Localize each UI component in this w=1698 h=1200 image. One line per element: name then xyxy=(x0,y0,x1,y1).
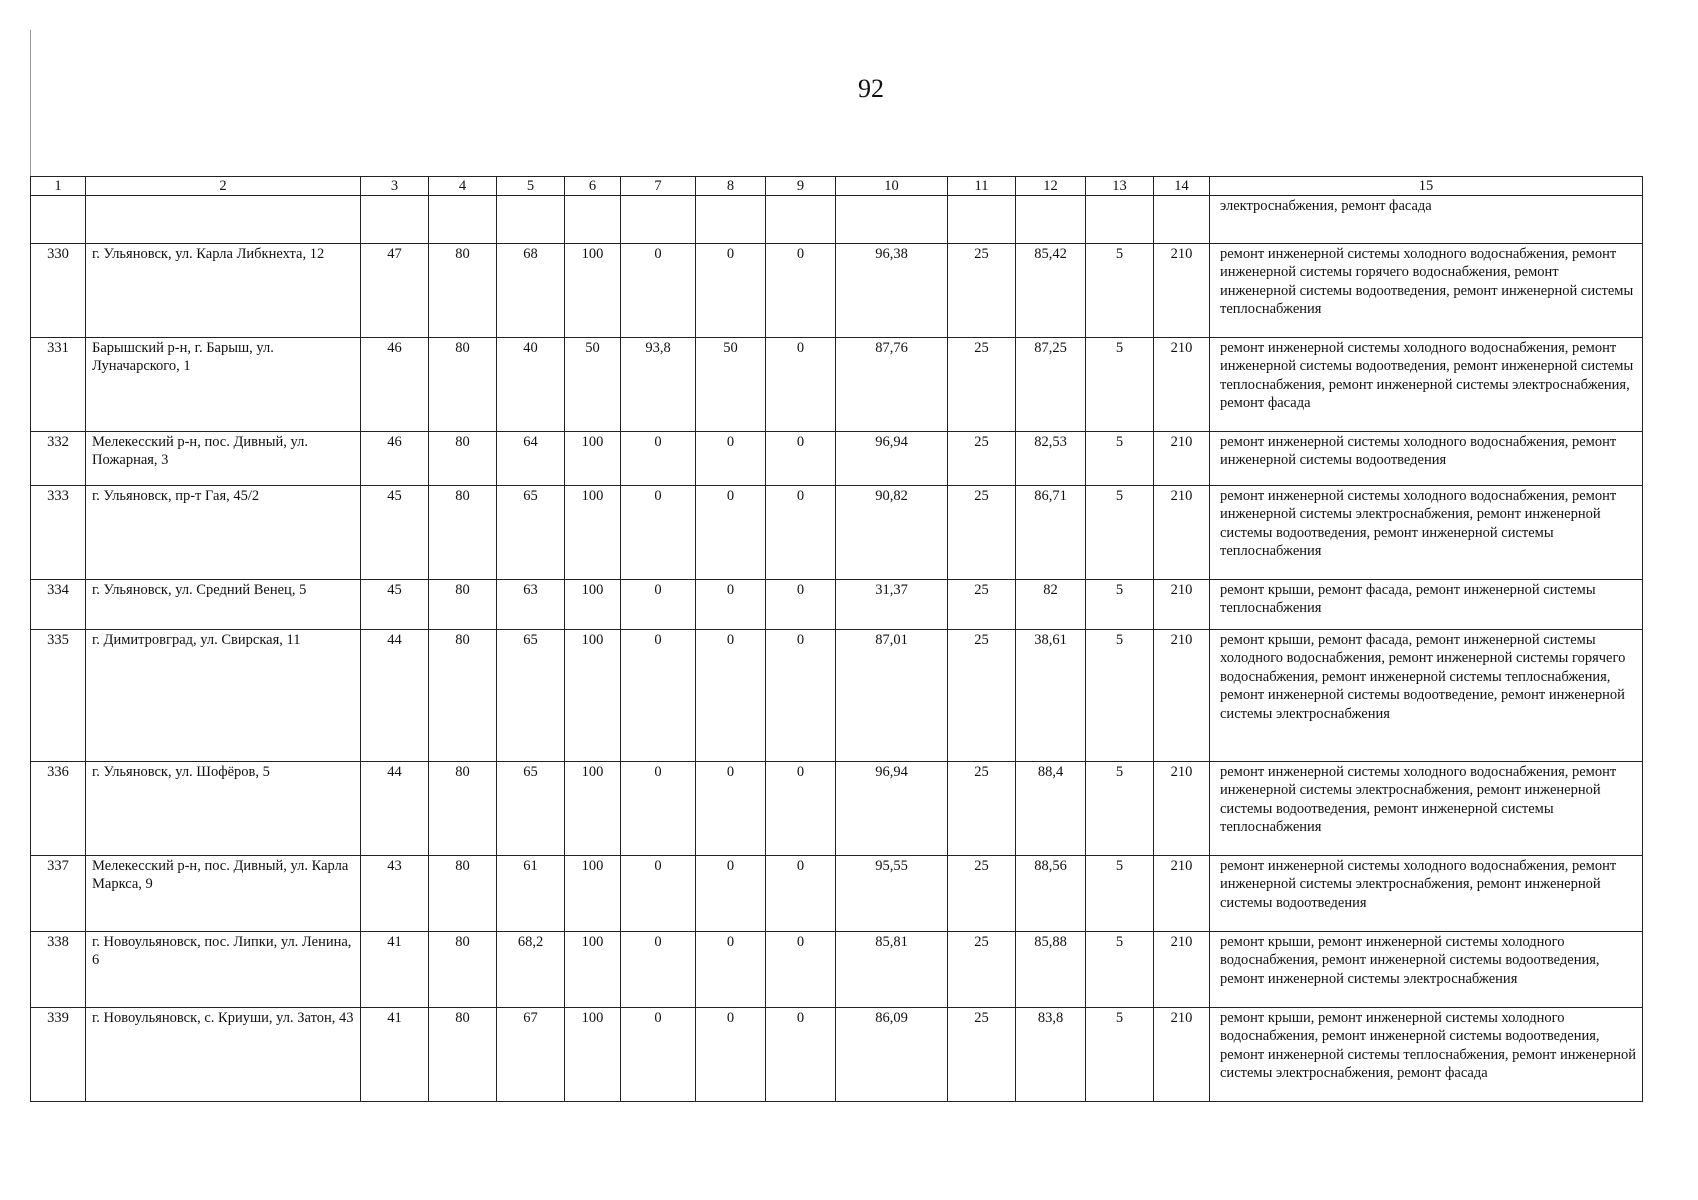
col-14-cell: 210 xyxy=(1154,338,1210,432)
col-13-cell: 5 xyxy=(1086,1008,1154,1102)
col-4-cell: 80 xyxy=(429,338,497,432)
col-6-cell: 100 xyxy=(565,630,621,762)
col-10-cell: 85,81 xyxy=(836,932,948,1008)
col-5-cell: 63 xyxy=(497,580,565,630)
col-5-cell: 65 xyxy=(497,630,565,762)
col-6-cell: 100 xyxy=(565,244,621,338)
col-6-cell: 100 xyxy=(565,856,621,932)
col-14-cell: 210 xyxy=(1154,486,1210,580)
col-7-cell: 0 xyxy=(621,630,696,762)
col-5-cell: 68,2 xyxy=(497,932,565,1008)
col-13-cell: 5 xyxy=(1086,432,1154,486)
col-13-cell: 5 xyxy=(1086,932,1154,1008)
col-7-cell: 0 xyxy=(621,580,696,630)
col-7-cell: 0 xyxy=(621,762,696,856)
works-description-cell: ремонт инженерной системы холодного водоснабжения, ремонт инженерной системы водоотведения xyxy=(1210,432,1643,486)
col-4-cell: 80 xyxy=(429,486,497,580)
col-12-cell: 85,42 xyxy=(1016,244,1086,338)
col-4-cell: 80 xyxy=(429,432,497,486)
table-row xyxy=(31,432,1643,486)
carryover-row xyxy=(31,196,1643,244)
row-number-cell: 337 xyxy=(31,856,86,932)
col-14-cell: 210 xyxy=(1154,580,1210,630)
header-cell: 3 xyxy=(361,177,429,196)
col-10-cell: 87,76 xyxy=(836,338,948,432)
works-description-cell: ремонт инженерной системы холодного водоснабжения, ремонт инженерной системы электроснабжения, ремонт инженерной системы водоотведения, ремонт инженерной системы теплоснабжения xyxy=(1210,486,1643,580)
col-13-cell: 5 xyxy=(1086,856,1154,932)
col-6-cell: 100 xyxy=(565,486,621,580)
col-4-cell: 80 xyxy=(429,762,497,856)
header-cell: 2 xyxy=(86,177,361,196)
col-7-cell: 0 xyxy=(621,1008,696,1102)
row-number-cell: 339 xyxy=(31,1008,86,1102)
row-number-cell: 332 xyxy=(31,432,86,486)
col-9-cell: 0 xyxy=(766,338,836,432)
works-description-cell: ремонт инженерной системы холодного водоснабжения, ремонт инженерной системы горячего водоснабжения, ремонт инженерной системы водоотведения, ремонт инженерной системы теплоснабжения xyxy=(1210,244,1643,338)
col-3-cell: 45 xyxy=(361,580,429,630)
col-7-cell: 0 xyxy=(621,932,696,1008)
col-7-cell: 0 xyxy=(621,432,696,486)
col-5-cell: 68 xyxy=(497,244,565,338)
works-description-cell: ремонт крыши, ремонт инженерной системы холодного водоснабжения, ремонт инженерной системы водоотведения, ремонт инженерной системы электроснабжения xyxy=(1210,932,1643,1008)
col-5-cell: 65 xyxy=(497,762,565,856)
address-cell: г. Ульяновск, ул. Карла Либкнехта, 12 xyxy=(86,244,361,338)
address-cell: г. Ульяновск, ул. Средний Венец, 5 xyxy=(86,580,361,630)
col-13-cell: 5 xyxy=(1086,630,1154,762)
col-9-cell: 0 xyxy=(766,630,836,762)
works-description-cell: ремонт крыши, ремонт инженерной системы холодного водоснабжения, ремонт инженерной системы водоотведения, ремонт инженерной системы теплоснабжения, ремонт инженерной системы электроснабжения, ремонт фасада xyxy=(1210,1008,1643,1102)
header-cell: 8 xyxy=(696,177,766,196)
col-6-cell: 100 xyxy=(565,762,621,856)
col-12-cell: 88,56 xyxy=(1016,856,1086,932)
col-14-cell: 210 xyxy=(1154,244,1210,338)
col-8-cell: 0 xyxy=(696,244,766,338)
col-5-cell: 40 xyxy=(497,338,565,432)
row-number-cell: 336 xyxy=(31,762,86,856)
col-9-cell: 0 xyxy=(766,1008,836,1102)
table-row xyxy=(31,244,1643,338)
col-12-cell: 83,8 xyxy=(1016,1008,1086,1102)
col-11-cell: 25 xyxy=(948,1008,1016,1102)
header-cell: 15 xyxy=(1210,177,1643,196)
col-3-cell: 47 xyxy=(361,244,429,338)
col-14-cell: 210 xyxy=(1154,762,1210,856)
col-12-cell: 82 xyxy=(1016,580,1086,630)
col-10-cell: 31,37 xyxy=(836,580,948,630)
col-8-cell: 0 xyxy=(696,486,766,580)
address-cell: г. Ульяновск, пр-т Гая, 45/2 xyxy=(86,486,361,580)
col-8-cell: 50 xyxy=(696,338,766,432)
address-cell: Мелекесский р-н, пос. Дивный, ул. Пожарная, 3 xyxy=(86,432,361,486)
col-7-cell: 93,8 xyxy=(621,338,696,432)
col-13-cell: 5 xyxy=(1086,762,1154,856)
col-13-cell: 5 xyxy=(1086,580,1154,630)
col-3-cell: 46 xyxy=(361,432,429,486)
header-cell: 6 xyxy=(565,177,621,196)
col-9-cell: 0 xyxy=(766,244,836,338)
col-11-cell: 25 xyxy=(948,432,1016,486)
page-number: 92 xyxy=(858,74,884,103)
address-cell: Барышский р-н, г. Барыш, ул. Луначарского, 1 xyxy=(86,338,361,432)
col-14-cell: 210 xyxy=(1154,432,1210,486)
col-14-cell: 210 xyxy=(1154,932,1210,1008)
col-8-cell: 0 xyxy=(696,1008,766,1102)
col-3-cell: 46 xyxy=(361,338,429,432)
col-4-cell: 80 xyxy=(429,1008,497,1102)
col-12-cell: 86,71 xyxy=(1016,486,1086,580)
data-table xyxy=(30,176,1643,1102)
works-description-cell: ремонт крыши, ремонт фасада, ремонт инженерной системы холодного водоснабжения, ремонт инженерной системы горячего водоснабжения, ремонт инженерной системы теплоснабжения, ремонт инженерной системы водоотведениe, ремонт инженерной системы электроснабжения xyxy=(1210,630,1643,762)
col-11-cell: 25 xyxy=(948,486,1016,580)
address-cell: Мелекесский р-н, пос. Дивный, ул. Карла Маркса, 9 xyxy=(86,856,361,932)
col-6-cell: 100 xyxy=(565,1008,621,1102)
col-9-cell: 0 xyxy=(766,762,836,856)
col-7-cell: 0 xyxy=(621,244,696,338)
table-row xyxy=(31,580,1643,630)
row-number-cell: 334 xyxy=(31,580,86,630)
col-10-cell: 95,55 xyxy=(836,856,948,932)
col-8-cell: 0 xyxy=(696,932,766,1008)
col-3-cell: 45 xyxy=(361,486,429,580)
col-9-cell: 0 xyxy=(766,932,836,1008)
header-cell: 4 xyxy=(429,177,497,196)
col-5-cell: 67 xyxy=(497,1008,565,1102)
col-4-cell: 80 xyxy=(429,580,497,630)
col-11-cell: 25 xyxy=(948,580,1016,630)
col-5-cell: 64 xyxy=(497,432,565,486)
col-8-cell: 0 xyxy=(696,432,766,486)
col-4-cell: 80 xyxy=(429,630,497,762)
col-6-cell: 100 xyxy=(565,932,621,1008)
col-10-cell: 86,09 xyxy=(836,1008,948,1102)
table-row xyxy=(31,486,1643,580)
header-cell: 5 xyxy=(497,177,565,196)
col-8-cell: 0 xyxy=(696,762,766,856)
header-row xyxy=(31,177,1643,196)
table-row xyxy=(31,932,1643,1008)
row-number-cell: 331 xyxy=(31,338,86,432)
col-9-cell: 0 xyxy=(766,432,836,486)
table-row xyxy=(31,1008,1643,1102)
col-9-cell: 0 xyxy=(766,856,836,932)
col-12-cell: 87,25 xyxy=(1016,338,1086,432)
col-4-cell: 80 xyxy=(429,932,497,1008)
col-11-cell: 25 xyxy=(948,338,1016,432)
col-11-cell: 25 xyxy=(948,856,1016,932)
carryover-text: электроснабжения, ремонт фасада xyxy=(1210,196,1643,244)
col-12-cell: 82,53 xyxy=(1016,432,1086,486)
works-description-cell: ремонт инженерной системы холодного водоснабжения, ремонт инженерной системы электроснабжения, ремонт инженерной системы водоотведения xyxy=(1210,856,1643,932)
col-8-cell: 0 xyxy=(696,630,766,762)
col-5-cell: 61 xyxy=(497,856,565,932)
works-description-cell: ремонт крыши, ремонт фасада, ремонт инженерной системы теплоснабжения xyxy=(1210,580,1643,630)
col-10-cell: 96,94 xyxy=(836,762,948,856)
row-number-cell: 330 xyxy=(31,244,86,338)
header-cell: 10 xyxy=(836,177,948,196)
col-11-cell: 25 xyxy=(948,932,1016,1008)
header-cell: 11 xyxy=(948,177,1016,196)
col-12-cell: 85,88 xyxy=(1016,932,1086,1008)
table-row xyxy=(31,630,1643,762)
col-8-cell: 0 xyxy=(696,856,766,932)
header-cell: 14 xyxy=(1154,177,1210,196)
row-number-cell: 333 xyxy=(31,486,86,580)
col-6-cell: 50 xyxy=(565,338,621,432)
col-5-cell: 65 xyxy=(497,486,565,580)
col-13-cell: 5 xyxy=(1086,244,1154,338)
row-number-cell: 335 xyxy=(31,630,86,762)
header-cell: 7 xyxy=(621,177,696,196)
col-10-cell: 96,94 xyxy=(836,432,948,486)
col-12-cell: 38,61 xyxy=(1016,630,1086,762)
header-cell: 13 xyxy=(1086,177,1154,196)
col-12-cell: 88,4 xyxy=(1016,762,1086,856)
col-11-cell: 25 xyxy=(948,630,1016,762)
header-cell: 12 xyxy=(1016,177,1086,196)
address-cell: г. Новоульяновск, с. Криуши, ул. Затон, 43 xyxy=(86,1008,361,1102)
col-4-cell: 80 xyxy=(429,856,497,932)
address-cell: г. Новоульяновск, пос. Липки, ул. Ленина, 6 xyxy=(86,932,361,1008)
col-13-cell: 5 xyxy=(1086,338,1154,432)
works-description-cell: ремонт инженерной системы холодного водоснабжения, ремонт инженерной системы электроснабжения, ремонт инженерной системы водоотведения, ремонт инженерной системы теплоснабжения xyxy=(1210,762,1643,856)
address-cell: г. Димитровград, ул. Свирская, 11 xyxy=(86,630,361,762)
col-9-cell: 0 xyxy=(766,580,836,630)
table-row xyxy=(31,762,1643,856)
col-8-cell: 0 xyxy=(696,580,766,630)
col-7-cell: 0 xyxy=(621,856,696,932)
col-10-cell: 87,01 xyxy=(836,630,948,762)
col-7-cell: 0 xyxy=(621,486,696,580)
col-3-cell: 44 xyxy=(361,630,429,762)
col-4-cell: 80 xyxy=(429,244,497,338)
col-3-cell: 41 xyxy=(361,1008,429,1102)
col-3-cell: 41 xyxy=(361,932,429,1008)
address-cell: г. Ульяновск, ул. Шофёров, 5 xyxy=(86,762,361,856)
col-6-cell: 100 xyxy=(565,580,621,630)
table-row xyxy=(31,338,1643,432)
col-6-cell: 100 xyxy=(565,432,621,486)
col-14-cell: 210 xyxy=(1154,856,1210,932)
table-row xyxy=(31,856,1643,932)
col-3-cell: 44 xyxy=(361,762,429,856)
col-10-cell: 90,82 xyxy=(836,486,948,580)
col-10-cell: 96,38 xyxy=(836,244,948,338)
col-14-cell: 210 xyxy=(1154,630,1210,762)
header-cell: 1 xyxy=(31,177,86,196)
col-9-cell: 0 xyxy=(766,486,836,580)
col-13-cell: 5 xyxy=(1086,486,1154,580)
row-number-cell: 338 xyxy=(31,932,86,1008)
works-description-cell: ремонт инженерной системы холодного водоснабжения, ремонт инженерной системы водоотведения, ремонт инженерной системы теплоснабжения, ремонт инженерной системы электроснабжения, ремонт фасада xyxy=(1210,338,1643,432)
col-14-cell: 210 xyxy=(1154,1008,1210,1102)
header-cell: 9 xyxy=(766,177,836,196)
col-3-cell: 43 xyxy=(361,856,429,932)
col-11-cell: 25 xyxy=(948,244,1016,338)
col-11-cell: 25 xyxy=(948,762,1016,856)
